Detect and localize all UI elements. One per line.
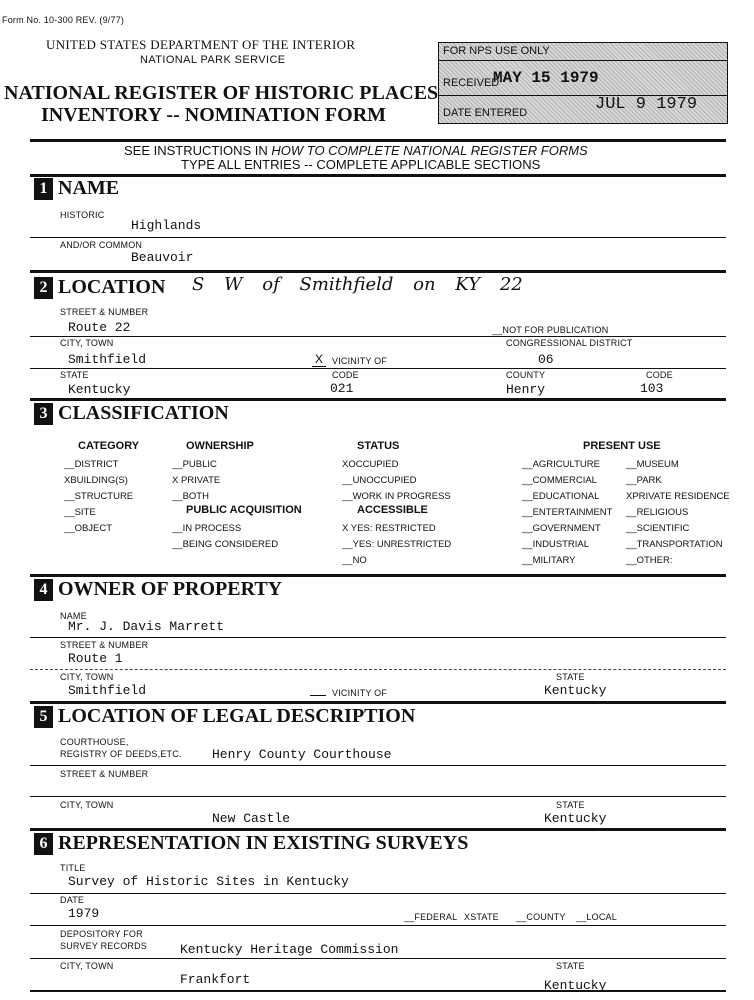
use-transportation: __TRANSPORTATION [626, 539, 723, 550]
use-commercial: __COMMERCIAL [522, 475, 597, 486]
use-agriculture: __AGRICULTURE [522, 459, 600, 470]
section-title-classification: CLASSIFICATION [58, 402, 229, 424]
congressional-district-label: CONGRESSIONAL DISTRICT [506, 338, 633, 348]
location-city: Smithfield [68, 352, 147, 367]
legal-city: New Castle [212, 811, 291, 826]
county-label: COUNTY [506, 370, 546, 380]
use-industrial: __INDUSTRIAL [522, 539, 590, 550]
state-code-label: CODE [332, 370, 359, 380]
legal-state: Kentucky [544, 811, 607, 826]
survey-federal: __FEDERAL [404, 912, 458, 922]
use-educational: __EDUCATIONAL [522, 491, 600, 502]
status-work-in-progress: __WORK IN PROGRESS [342, 491, 451, 502]
use-museum: __MUSEUM [626, 459, 679, 470]
received-stamp: MAY 15 1979 [493, 69, 599, 87]
use-military: __MILITARY [522, 555, 576, 566]
use-government: __GOVERNMENT [522, 523, 601, 534]
survey-state-label: STATE [556, 961, 585, 971]
category-site: __SITE [64, 507, 96, 518]
location-street: Route 22 [68, 320, 131, 335]
legal-state-label: STATE [556, 800, 585, 810]
handwritten-location-note: S W of Smithfield on KY 22 [192, 274, 523, 295]
survey-title-label: TITLE [60, 863, 86, 873]
location-state: Kentucky [68, 382, 131, 397]
section-number-4: 4 [34, 579, 53, 601]
present-use-heading: PRESENT USE [583, 440, 661, 452]
present-use-right-list [626, 457, 730, 569]
form-title-line1: NATIONAL REGISTER OF HISTORIC PLACES [4, 82, 439, 104]
category-heading: CATEGORY [78, 440, 140, 452]
section-title-name: NAME [58, 177, 120, 199]
public-acquisition-heading: PUBLIC ACQUISITION [186, 504, 302, 516]
accessible-no: __NO [342, 555, 367, 566]
vicinity-label: VICINITY OF [332, 356, 388, 366]
category-list [64, 457, 133, 537]
section-number-1: 1 [34, 178, 53, 200]
legal-street-label: STREET & NUMBER [60, 769, 149, 779]
county: Henry [506, 382, 546, 397]
owner-name: Mr. J. Davis Marrett [68, 619, 225, 634]
present-use-left-list [522, 457, 612, 569]
accessible-heading: ACCESSIBLE [357, 504, 428, 516]
form-title-line2: INVENTORY -- NOMINATION FORM [41, 104, 387, 126]
depository-label-line2: SURVEY RECORDS [60, 941, 147, 951]
congressional-district: 06 [538, 352, 554, 367]
acq-in-process: __IN PROCESS [172, 523, 242, 534]
section-title-surveys: REPRESENTATION IN EXISTING SURVEYS [58, 832, 469, 854]
county-code-label: CODE [646, 370, 673, 380]
state-label: STATE [60, 370, 89, 380]
courthouse-label-line1: COURTHOUSE, [60, 737, 129, 747]
owner-name-label: NAME [60, 611, 87, 621]
use-park: __PARK [626, 475, 662, 486]
state-code: 021 [330, 381, 354, 396]
survey-state: Kentucky [544, 978, 607, 993]
street-label: STREET & NUMBER [60, 307, 149, 317]
section-number-3: 3 [34, 403, 53, 425]
ownership-public: __PUBLIC [172, 459, 217, 470]
depository-label-line1: DEPOSITORY FOR [60, 929, 143, 939]
accessible-unrestricted: __YES: UNRESTRICTED [342, 539, 452, 550]
category-structure: __STRUCTURE [64, 491, 134, 502]
ownership-private: X PRIVATE [172, 475, 221, 486]
common-name: Beauvoir [131, 250, 194, 265]
historic-name: Highlands [131, 218, 202, 233]
ownership-heading: OWNERSHIP [186, 440, 254, 452]
category-buildings: XBUILDING(S) [64, 475, 128, 486]
survey-date-label: DATE [60, 895, 85, 905]
use-private-residence: XPRIVATE RESIDENCE [626, 491, 730, 502]
status-heading: STATUS [357, 440, 400, 452]
category-district: __DISTRICT [64, 459, 119, 470]
survey-date: 1979 [68, 906, 100, 921]
common-name-label: AND/OR COMMON [60, 240, 143, 250]
service-name: NATIONAL PARK SERVICE [140, 54, 286, 66]
date-entered-label: DATE ENTERED [443, 107, 528, 119]
accessible-restricted: X YES: RESTRICTED [342, 523, 436, 534]
category-object: __OBJECT [64, 523, 113, 534]
date-entered-stamp: JUL 9 1979 [595, 95, 698, 114]
use-entertainment: __ENTERTAINMENT [522, 507, 613, 518]
depository: Kentucky Heritage Commission [180, 942, 399, 957]
survey-city-label: CITY, TOWN [60, 961, 114, 971]
section-title-location: LOCATION [58, 276, 166, 298]
survey-state-option: XSTATE [464, 912, 499, 922]
city-label: CITY, TOWN [60, 338, 114, 348]
owner-state-label: STATE [556, 672, 585, 682]
not-for-publication: __NOT FOR PUBLICATION [492, 325, 609, 335]
owner-vicinity-label: VICINITY OF [332, 688, 388, 698]
nps-use-box [438, 42, 728, 124]
owner-street: Route 1 [68, 651, 123, 666]
owner-city-label: CITY, TOWN [60, 672, 114, 682]
survey-title: Survey of Historic Sites in Kentucky [68, 874, 349, 889]
use-religious: __RELIGIOUS [626, 507, 689, 518]
section-number-6: 6 [34, 833, 53, 855]
status-occupied: XOCCUPIED [342, 459, 399, 470]
received-label: RECEIVED [443, 77, 500, 89]
owner-state: Kentucky [544, 683, 607, 698]
public-acquisition-list [172, 521, 278, 553]
use-other: __OTHER: [626, 555, 673, 566]
ownership-both: __BOTH [172, 491, 209, 502]
survey-city: Frankfort [180, 972, 251, 987]
owner-city: Smithfield [68, 683, 147, 698]
historic-label: HISTORIC [60, 210, 105, 220]
section-title-legal-description: LOCATION OF LEGAL DESCRIPTION [58, 705, 416, 727]
survey-county: __COUNTY [516, 912, 566, 922]
owner-street-label: STREET & NUMBER [60, 640, 149, 650]
courthouse-label-line2: REGISTRY OF DEEDS,ETC. [60, 749, 182, 759]
accessible-list [342, 521, 451, 569]
department-name: UNITED STATES DEPARTMENT OF THE INTERIOR [46, 37, 356, 52]
county-code: 103 [640, 381, 664, 396]
status-unoccupied: __UNOCCUPIED [342, 475, 417, 486]
survey-local: __LOCAL [576, 912, 617, 922]
nps-use-label: FOR NPS USE ONLY [443, 45, 550, 57]
courthouse: Henry County Courthouse [212, 747, 392, 762]
section-title-owner: OWNER OF PROPERTY [58, 578, 283, 600]
section-number-5: 5 [34, 706, 53, 728]
section-number-2: 2 [34, 277, 53, 299]
status-list [342, 457, 451, 505]
vicinity-mark: X [312, 352, 326, 367]
use-scientific: __SCIENTIFIC [626, 523, 690, 534]
form-number: Form No. 10-300 REV. (9/77) [2, 15, 125, 25]
instructions-line1: SEE INSTRUCTIONS IN HOW TO COMPLETE NATIONAL REGISTER FORMS [124, 143, 588, 158]
ownership-list [172, 457, 220, 505]
instructions-line2: TYPE ALL ENTRIES -- COMPLETE APPLICABLE SECTIONS [181, 157, 541, 172]
acq-being-considered: __BEING CONSIDERED [172, 539, 279, 550]
legal-city-label: CITY, TOWN [60, 800, 114, 810]
